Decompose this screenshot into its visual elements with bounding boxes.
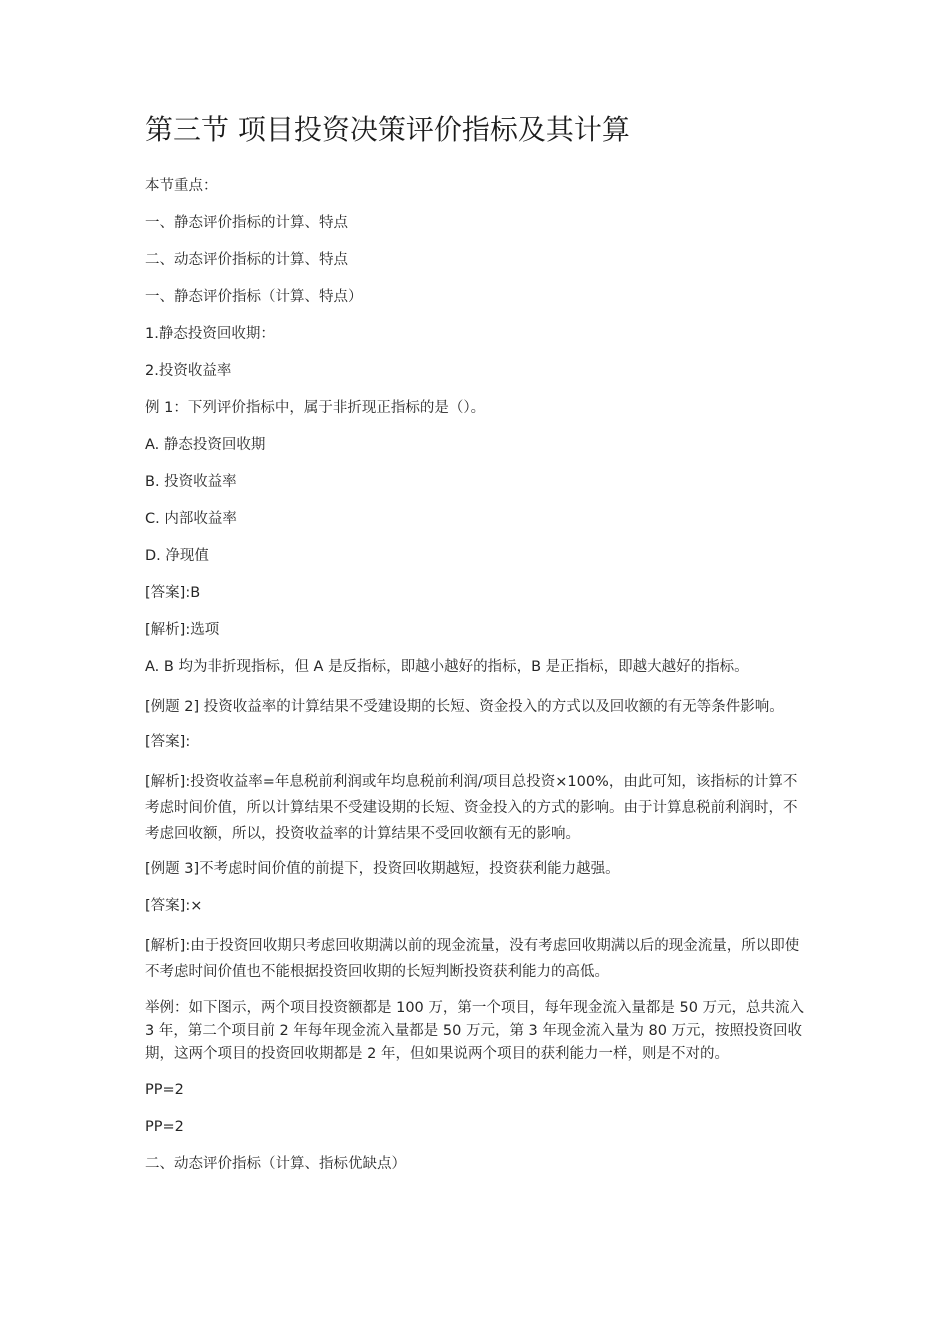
option-b: B. 投资收益率 [145,474,237,490]
heading-static-indicators: 一、静态评价指标（计算、特点） [145,289,363,305]
section-title: 第三节 项目投资决策评价指标及其计算 [145,113,630,146]
example-1-question: 例 1：下列评价指标中，属于非折现正指标的是（）。 [145,400,486,416]
example-3-analysis: [解析]:由于投资回收期只考虑回收期满以前的现金流量，没有考虑回收期满以后的现金流量，所以即使不考虑时间价值也不能根据投资回收期的长短判断投资获利能力的高低。 [145,938,800,980]
pp-value-1: PP=2 [145,1082,184,1098]
example-3-answer: [答案]:× [145,898,203,914]
example-2-answer: [答案]: [145,734,191,750]
item-roi: 2.投资收益率 [145,363,232,379]
example-1-answer: [答案]:B [145,585,201,601]
option-c: C. 内部收益率 [145,511,237,527]
example-2-analysis: [解析]:投资收益率=年息税前利润或年均息税前利润/项目总投资×100%，由此可知，该指标的计算不考虑时间价值，所以计算结果不受建设期的长短、资金投入的方式的影响。由于计算息税前利润时，不考虑回收额，所以，投资收益率的计算结果不受回收额有无的影响。 [145,774,798,842]
illustration-example: 举例：如下图示，两个项目投资额都是 100 万，第一个项目，每年现金流入量都是 50 万元，总共流入 3 年，第二个项目前 2 年每年现金流入量都是 50 万元，第 3 年现金流入量为 80 万元，按照投资回收期，这两个项目的投资回收期都是 2 年，但如果说两个项目的获利能力一样，则是不对的。 [145,1000,805,1062]
example-1-analysis: A. B 均为非折现指标，但 A 是反指标，即越小越好的指标，B 是正指标，即越大越好的指标。 [145,659,749,675]
pp-value-2: PP=2 [145,1119,184,1135]
example-3-question: [例题 3]不考虑时间价值的前提下，投资回收期越短，投资获利能力越强。 [145,861,620,877]
example-1-analysis-label: [解析]:选项 [145,622,220,638]
option-a: A. 静态投资回收期 [145,437,266,453]
item-static-payback: 1.静态投资回收期： [145,326,275,342]
paragraph-point-1: 一、静态评价指标的计算、特点 [145,215,348,231]
document-page [145,112,810,1191]
paragraph-key-points: 本节重点： [145,178,218,194]
example-2-question: [例题 2] 投资收益率的计算结果不受建设期的长短、资金投入的方式以及回收额的有无等条件影响。 [145,699,784,715]
heading-dynamic-indicators: 二、动态评价指标（计算、指标优缺点） [145,1156,406,1172]
paragraph-point-2: 二、动态评价指标的计算、特点 [145,252,348,268]
option-d: D. 净现值 [145,548,209,564]
